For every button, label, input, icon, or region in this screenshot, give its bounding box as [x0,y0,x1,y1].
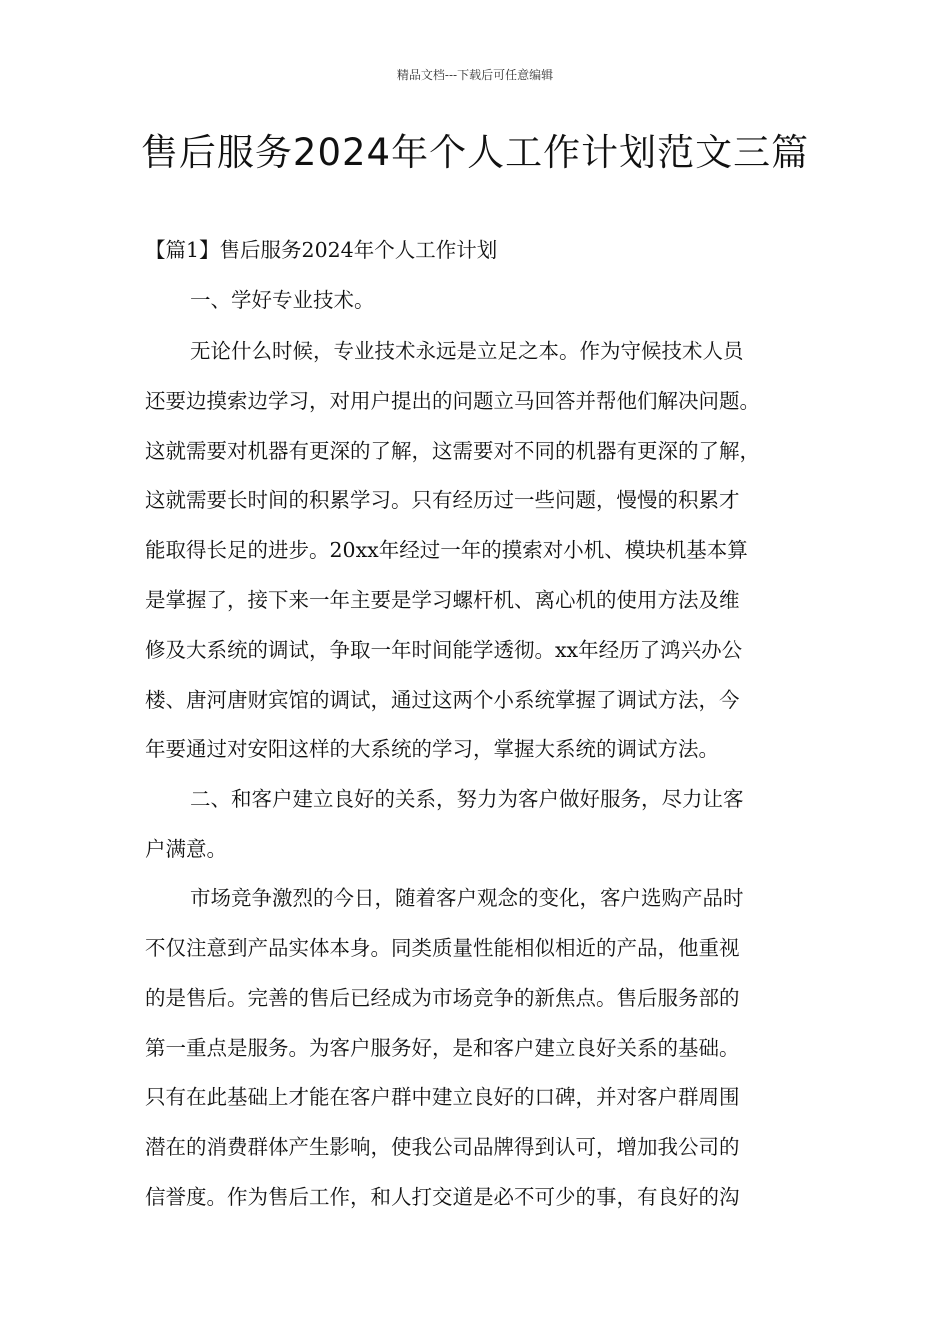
page-header: 精品文档---下载后可任意编辑 [396,68,554,82]
paragraph-line: 市场竞争激烈的今日，随着客户观念的变化，客户选购产品时 [190,886,744,910]
document-title: 售后服务2024年个人工作计划范文三篇 [140,131,810,174]
paragraph-line: 修及大系统的调试，争取一年时间能学透彻。xx年经历了鸿兴办公 [145,638,743,662]
section-heading: 【篇1】售后服务2024年个人工作计划 [145,238,498,262]
paragraph-line: 还要边摸索边学习，对用户提出的问题立马回答并帮他们解决问题。 [145,389,760,413]
subheading: 一、学好专业技术。 [190,288,375,312]
paragraph-line: 的是售后。完善的售后已经成为市场竞争的新焦点。售后服务部的 [145,986,740,1010]
subheading: 户满意。 [145,837,227,861]
paragraph-line: 只有在此基础上才能在客户群中建立良好的口碑，并对客户群周围 [145,1085,740,1109]
paragraph-line: 这就需要对机器有更深的了解，这需要对不同的机器有更深的了解， [145,439,760,463]
paragraph-line: 楼、唐河唐财宾馆的调试，通过这两个小系统掌握了调试方法，今 [145,688,740,712]
paragraph-line: 不仅注意到产品实体本身。同类质量性能相似相近的产品，他重视 [145,936,740,960]
paragraph-line: 年要通过对安阳这样的大系统的学习，掌握大系统的调试方法。 [145,737,719,761]
paragraph-line: 是掌握了，接下来一年主要是学习螺杆机、离心机的使用方法及维 [145,588,740,612]
paragraph-line: 信誉度。作为售后工作，和人打交道是必不可少的事，有良好的沟 [145,1185,740,1209]
paragraph-line: 无论什么时候，专业技术永远是立足之本。作为守候技术人员 [190,339,744,363]
paragraph-line: 这就需要长时间的积累学习。只有经历过一些问题，慢慢的积累才 [145,488,740,512]
paragraph-line: 第一重点是服务。为客户服务好，是和客户建立良好关系的基础。 [145,1036,740,1060]
paragraph-line: 能取得长足的进步。20xx年经过一年的摸索对小机、模块机基本算 [145,538,748,562]
subheading: 二、和客户建立良好的关系，努力为客户做好服务，尽力让客 [190,787,744,811]
paragraph-line: 潜在的消费群体产生影响，使我公司品牌得到认可，增加我公司的 [145,1135,740,1159]
